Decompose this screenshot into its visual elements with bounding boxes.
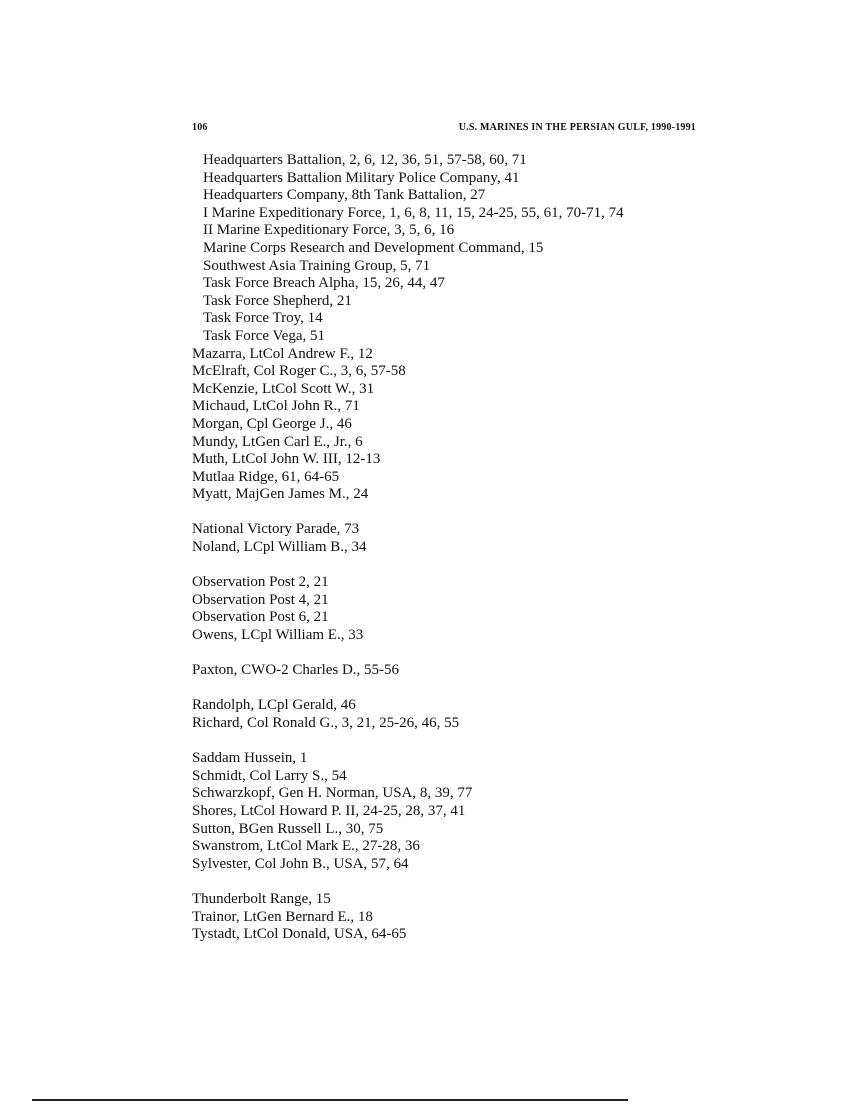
index-entry: Myatt, MajGen James M., 24 [192,486,369,503]
index-entry: Observation Post 2, 21 [192,574,329,591]
bottom-rule [32,1099,628,1101]
index-group [192,891,712,944]
index-entry: Observation Post 4, 21 [192,591,329,608]
index-entry: Randolph, LCpl Gerald, 46 [192,697,356,714]
index-entry: National Victory Parade, 73 [192,521,360,538]
index-entry: Paxton, CWO-2 Charles D., 55-56 [192,662,400,679]
index-list [192,152,712,961]
index-entry: Richard, Col Ronald G., 3, 21, 25-26, 46, 55 [192,715,460,731]
index-entry: Owens, LCpl William E., 33 [192,627,364,644]
index-subentry: Headquarters Company, 8th Tank Battalion, 27 [203,187,486,204]
index-entry: Tystadt, LtCol Donald, USA, 64-65 [192,926,407,943]
page-number: 106 [192,122,208,133]
index-entry: Muth, LtCol John W. III, 12-13 [192,451,381,468]
page-header [192,122,696,138]
index-entry: Mazarra, LtCol Andrew F., 12 [192,345,373,362]
index-subentry: Marine Corps Research and Development Command, 15 [203,239,544,256]
index-entry: Schwarzkopf, Gen H. Norman, USA, 8, 39, 77 [192,785,473,802]
index-entry: Schmidt, Col Larry S., 54 [192,767,347,784]
index-group [192,152,712,504]
index-subentry: Task Force Shepherd, 21 [203,292,352,309]
index-entry: Sylvester, Col John B., USA, 57, 64 [192,855,409,872]
index-subentry: Task Force Troy, 14 [203,310,323,327]
index-entry: McElraft, Col Roger C., 3, 6, 57-58 [192,363,406,380]
index-group [192,697,712,732]
index-entry: Trainor, LtGen Bernard E., 18 [192,908,373,925]
index-subentry: Task Force Vega, 51 [203,327,325,344]
index-entry: Mundy, LtGen Carl E., Jr., 6 [192,433,363,450]
index-entry: Noland, LCpl William B., 34 [192,539,367,556]
index-entry: Observation Post 6, 21 [192,609,329,626]
index-subentry: Task Force Breach Alpha, 15, 26, 44, 47 [203,275,445,292]
index-entry: Thunderbolt Range, 15 [192,890,331,907]
index-subentry: II Marine Expeditionary Force, 3, 5, 6, 16 [203,222,455,239]
index-entry: Sutton, BGen Russell L., 30, 75 [192,820,384,837]
index-entry: Michaud, LtCol John R., 71 [192,398,360,415]
index-subentry: Headquarters Battalion, 2, 6, 12, 36, 51, 57-58, 60, 71 [203,152,527,168]
index-entry: Mutlaa Ridge, 61, 64-65 [192,468,340,485]
index-group [192,521,712,556]
index-subentry: I Marine Expeditionary Force, 1, 6, 8, 11, 15, 24-25, 55, 61, 70-71, 74 [203,204,624,221]
index-group [192,750,712,873]
index-entry: Shores, LtCol Howard P. II, 24-25, 28, 37, 41 [192,802,466,819]
index-entry: McKenzie, LtCol Scott W., 31 [192,380,375,397]
index-subentry: Headquarters Battalion Military Police Company, 41 [203,169,520,186]
index-entry: Swanstrom, LtCol Mark E., 27-28, 36 [192,838,420,855]
index-group [192,662,712,680]
running-title: U.S. MARINES IN THE PERSIAN GULF, 1990-1991 [458,122,696,133]
index-subentry: Southwest Asia Training Group, 5, 71 [203,257,431,274]
index-group [192,574,712,644]
index-entry: Saddam Hussein, 1 [192,750,308,767]
index-entry: Morgan, Cpl George J., 46 [192,415,352,432]
